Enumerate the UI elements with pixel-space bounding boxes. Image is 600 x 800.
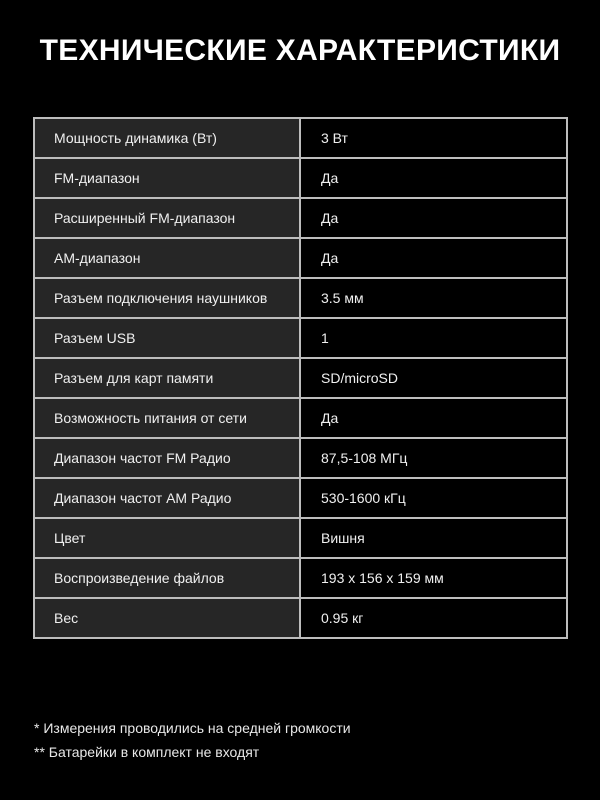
- table-row: [34, 118, 567, 158]
- table-row: [34, 358, 567, 398]
- specs-table: [33, 117, 568, 639]
- spec-value: 3.5 мм: [300, 278, 567, 318]
- spec-value: Да: [300, 198, 567, 238]
- spec-value: 0.95 кг: [300, 598, 567, 638]
- page-title: ТЕХНИЧЕСКИЕ ХАРАКТЕРИСТИКИ: [39, 34, 561, 67]
- spec-value: SD/microSD: [300, 358, 567, 398]
- table-row: [34, 478, 567, 518]
- table-row: [34, 318, 567, 358]
- footnote-volume: * Измерения проводились на средней громкости: [34, 720, 351, 736]
- spec-value: 193 x 156 x 159 мм: [300, 558, 567, 598]
- spec-value: 1: [300, 318, 567, 358]
- table-row: [34, 198, 567, 238]
- spec-value: Да: [300, 398, 567, 438]
- spec-value: Да: [300, 158, 567, 198]
- table-row: [34, 398, 567, 438]
- spec-label: Возможность питания от сети: [34, 398, 300, 438]
- footnote-batteries: ** Батарейки в комплект не входят: [34, 744, 260, 760]
- spec-label: FM-диапазон: [34, 158, 300, 198]
- spec-value: 3 Вт: [300, 118, 567, 158]
- spec-label: Воспроизведение файлов: [34, 558, 300, 598]
- spec-label: Диапазон частот FM Радио: [34, 438, 300, 478]
- spec-label: АМ-диапазон: [34, 238, 300, 278]
- table-row: [34, 238, 567, 278]
- spec-label: Мощность динамика (Вт): [34, 118, 300, 158]
- spec-label: Разъем USB: [34, 318, 300, 358]
- spec-label: Разъем подключения наушников: [34, 278, 300, 318]
- spec-label: Цвет: [34, 518, 300, 558]
- table-row: [34, 518, 567, 558]
- spec-label: Расширенный FM-диапазон: [34, 198, 300, 238]
- table-row: [34, 278, 567, 318]
- spec-value: Да: [300, 238, 567, 278]
- spec-value: 530-1600 кГц: [300, 478, 567, 518]
- spec-label: Вес: [34, 598, 300, 638]
- table-row: [34, 158, 567, 198]
- table-row: [34, 598, 567, 638]
- table-row: [34, 438, 567, 478]
- footnotes: [34, 716, 351, 764]
- spec-label: Диапазон частот AM Радио: [34, 478, 300, 518]
- spec-value: 87,5-108 МГц: [300, 438, 567, 478]
- spec-label: Разъем для карт памяти: [34, 358, 300, 398]
- table-row: [34, 558, 567, 598]
- spec-value: Вишня: [300, 518, 567, 558]
